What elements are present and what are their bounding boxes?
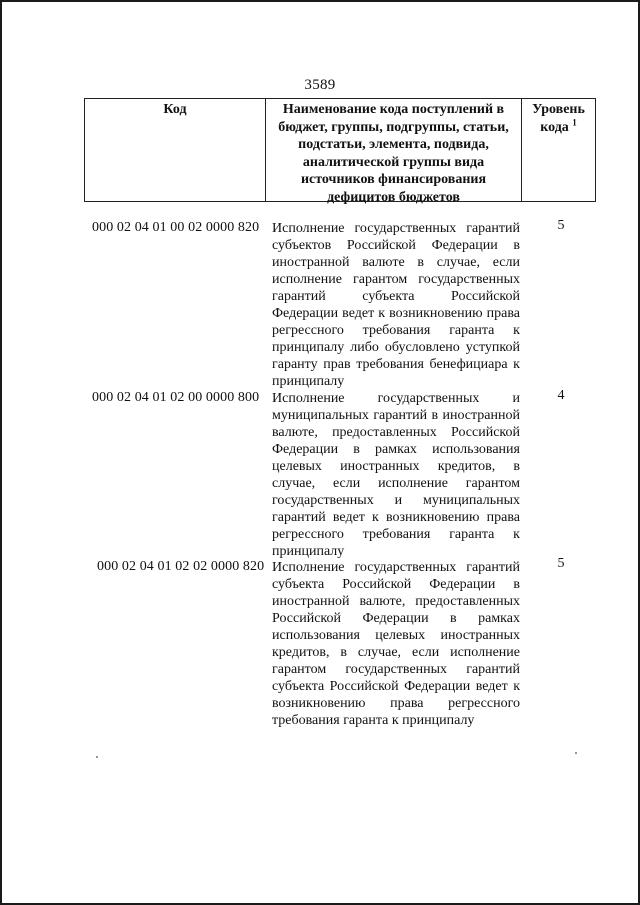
header-level-footnote: 1 — [572, 116, 577, 127]
row-text: Исполнение государственных гарантий субъекта Российской Федерации в иностранной валюте, предоставленных Российской Федерации в рамках использования целевых иностранных кредитов, в случае, если исполнение гарантом государственных гарантий субъекта Российской Федерации ведет к возникновению права регрессного требования гаранта к принципалу — [272, 560, 520, 728]
row-text: Исполнение государственных гарантий субъектов Российской Федерации в иностранной валюте в случае, если исполнение гарантом государственных гарантий субъекта Российской Федерации ведет к возникновению права регрессного требования гаранта к принципалу либо обусловлено уступкой гаранту прав требования бенефициара к принципалу — [272, 221, 520, 389]
row-text: Исполнение государственных и муниципальных гарантий в иностранной валюте, предоставленных Российской Федерации в рамках использования целевых иностранных кредитов, в случае, если исполнение гарантом государственных и муниципальных гарантий ведет к возникновению права регрессного требования гаранта к принципалу — [272, 391, 520, 559]
scan-speck — [96, 756, 98, 758]
row-code: 000 02 04 01 02 00 0000 800 — [92, 390, 260, 405]
header-code: Код — [85, 99, 266, 201]
header-name: Наименование кода поступлений в бюджет, группы, подгруппы, статьи, подстатьи, элемента, подвида, аналитической группы вида источников финансирования дефицитов бюджетов — [266, 99, 522, 201]
scan-speck — [575, 752, 577, 754]
header-level: Уровень кода — [532, 102, 585, 135]
header-level-cell — [522, 99, 595, 201]
row-code: 000 02 04 01 00 02 0000 820 — [92, 220, 260, 235]
row-code: 000 02 04 01 02 02 0000 820 — [97, 559, 265, 574]
page-number: 3589 — [304, 77, 336, 93]
row-level: 4 — [557, 388, 565, 403]
table-header — [84, 98, 596, 205]
row-level: 5 — [557, 218, 565, 233]
row-level: 5 — [557, 556, 565, 571]
